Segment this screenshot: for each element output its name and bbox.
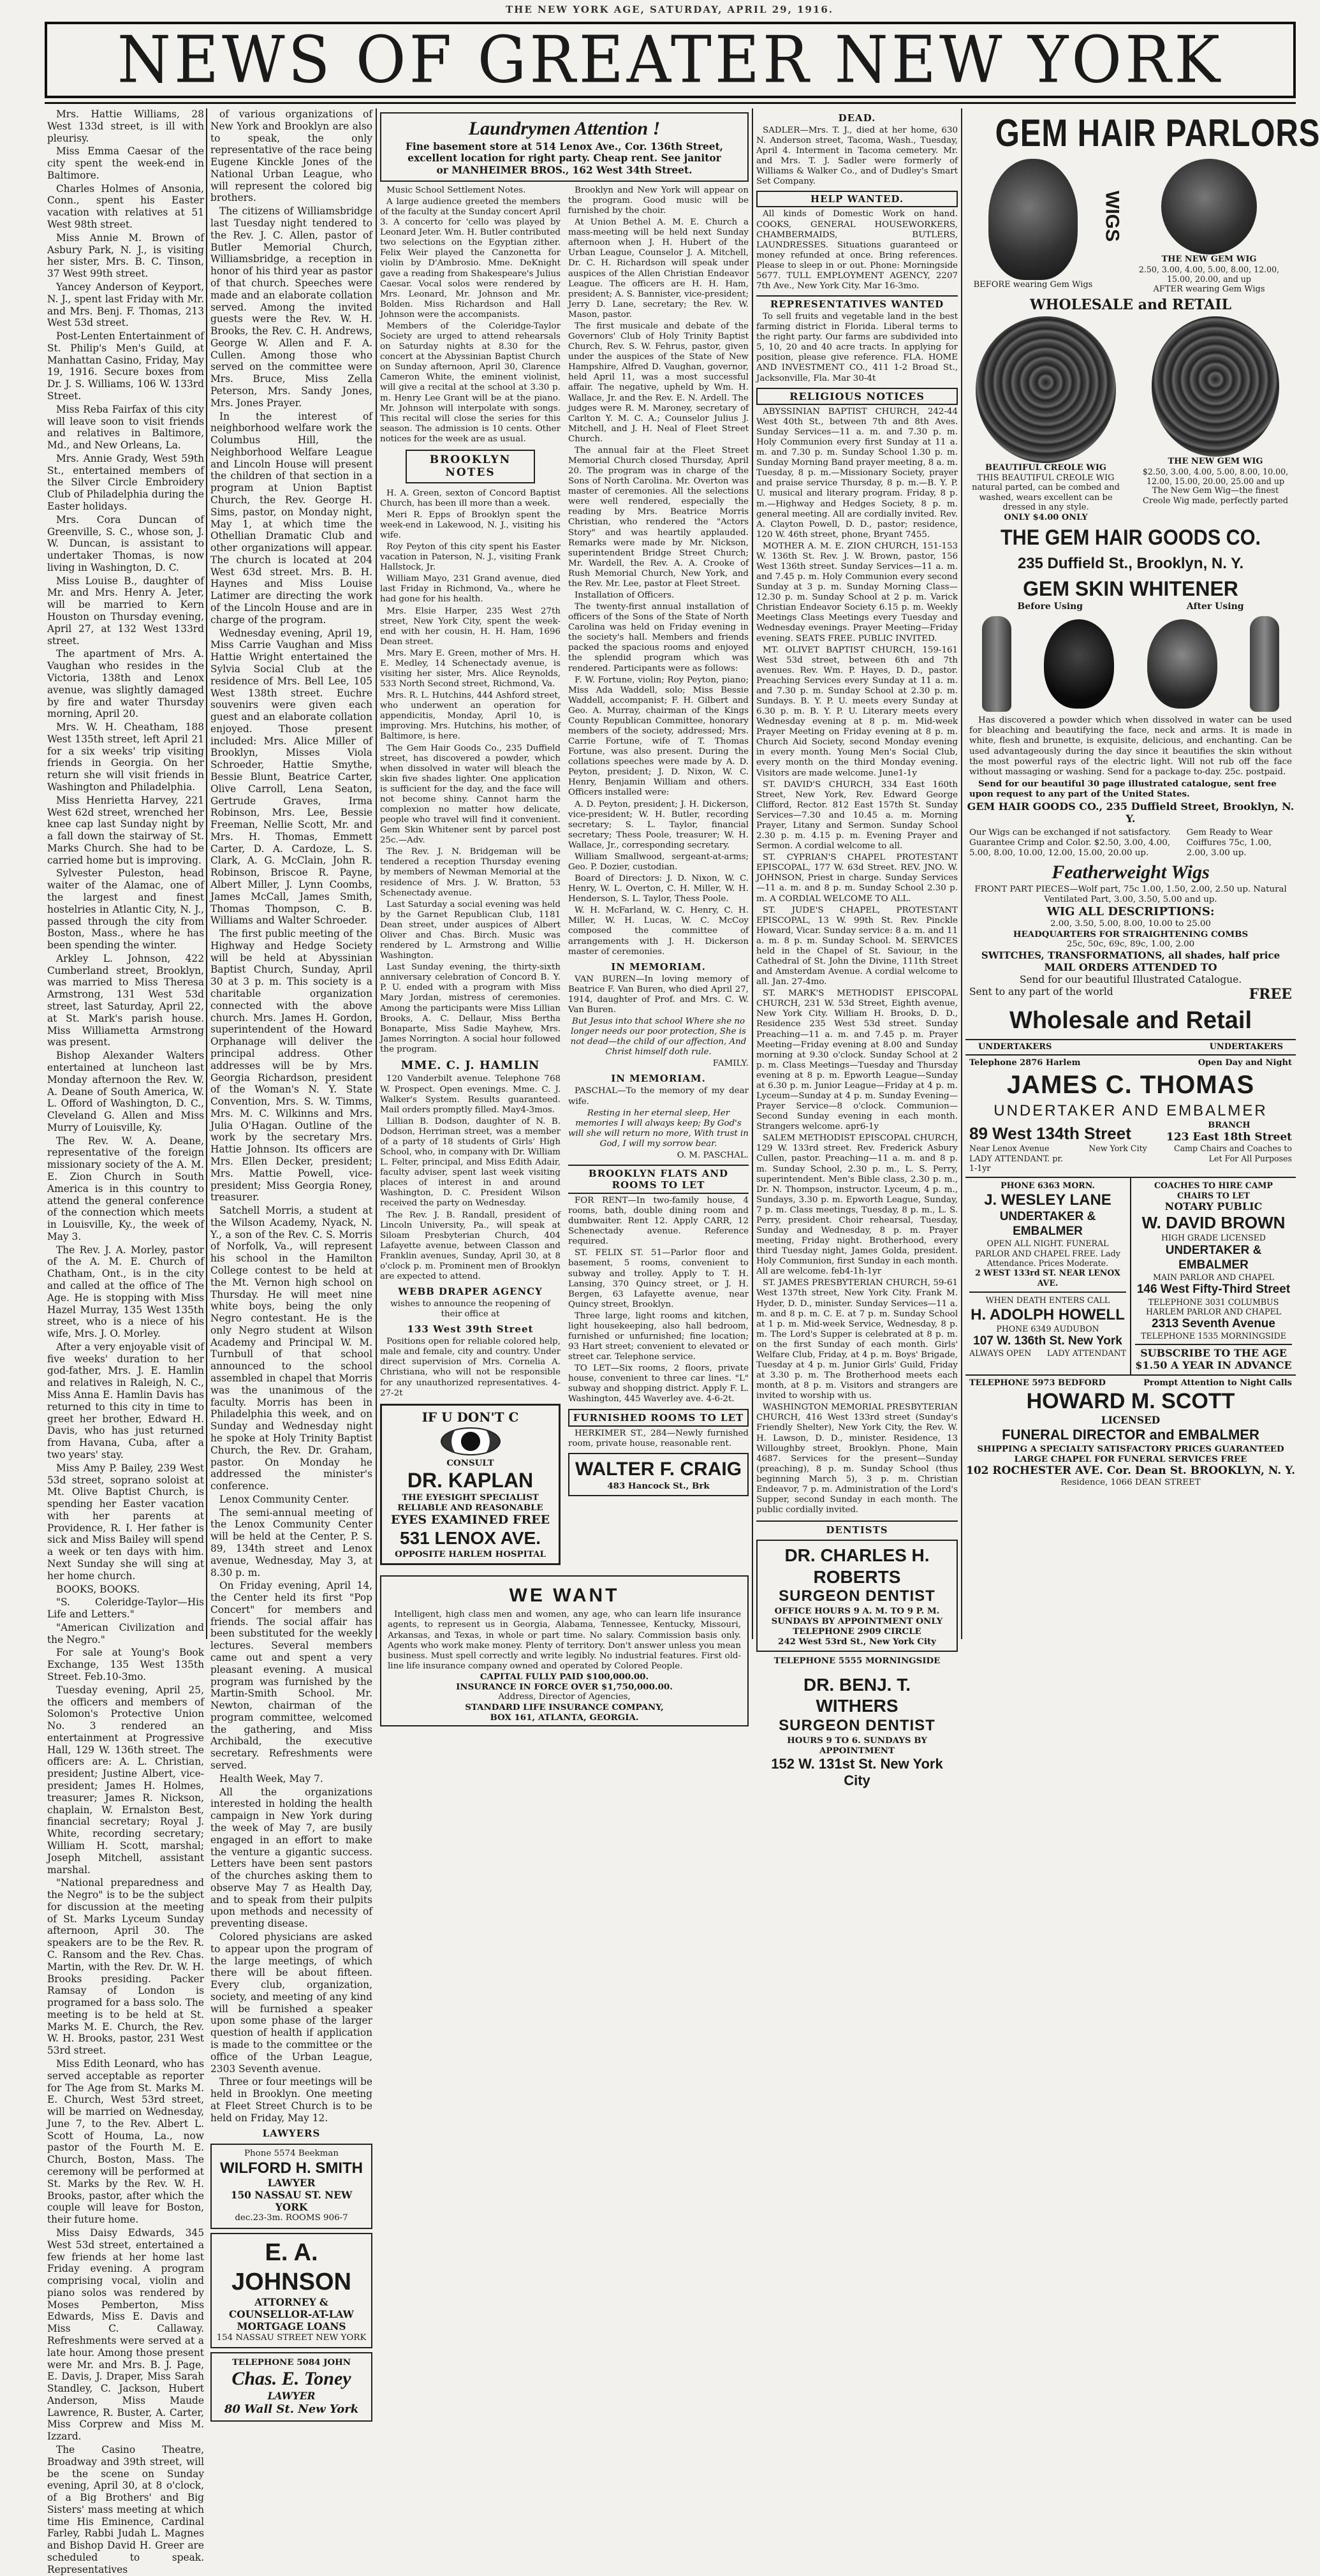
withers-name: DR. BENJ. T. WITHERS bbox=[803, 1674, 911, 1716]
thomas-camp: Camp Chairs and Coaches to Let For All Purposes bbox=[1173, 1144, 1292, 1163]
article-paragraph: "American Civilization and the Negro." bbox=[47, 1621, 204, 1645]
kaplan-sub: RELIABLE AND REASONABLE bbox=[397, 1503, 543, 1513]
howell-addr: 107 W. 136th St. New York bbox=[973, 1334, 1122, 1348]
johnson-title: ATTORNEY & COUNSELLOR-AT-LAW bbox=[229, 2297, 354, 2321]
kaplan-free: EYES EXAMINED FREE bbox=[390, 1513, 550, 1527]
memoriam-1-sign: FAMILY. bbox=[712, 1059, 749, 1069]
column-4 bbox=[756, 108, 958, 1789]
kaplan-opp: OPPOSITE HARLEM HOSPITAL bbox=[395, 1549, 546, 1559]
howell-name: H. ADOLPH HOWELL bbox=[971, 1306, 1125, 1323]
memoriam-2-title: IN MEMORIAM. bbox=[611, 1073, 706, 1085]
memoriam-1-body: VAN BUREN—In loving memory of Beatrice F. Van Buren, who died April 27, 1914, daughter of Prof. and Mrs. C. W. Van Buren. bbox=[568, 974, 749, 1015]
memoriam-2-sign: O. M. PASCHAL. bbox=[677, 1150, 749, 1160]
gem-co-line: GEM HAIR GOODS CO., 235 Duffield Street, Brooklyn, N. Y. bbox=[967, 800, 1294, 825]
subscribe: SUBSCRIBE TO THE AGE $1.50 A YEAR IN ADVANCE bbox=[1135, 1344, 1292, 1372]
kaplan-name: DR. KAPLAN bbox=[407, 1468, 534, 1492]
column-rule bbox=[752, 108, 753, 1639]
scott-title: FUNERAL DIRECTOR and EMBALMER bbox=[1002, 1426, 1259, 1443]
laundry-body: Fine basement store at 514 Lenox Ave., Cor. 136th Street, excellent location for right party. Cheap rent. See janitor bbox=[405, 140, 724, 165]
column-1 bbox=[47, 108, 204, 2575]
article-paragraph: Post-Lenten Entertainment of St. Philip's Men's Guild, at Manhattan Casino, Friday, May 19, 1916. Secure boxes from Dr. J. S. Williams, 106 W. 133rd Street. bbox=[47, 330, 204, 402]
smith-ad bbox=[210, 2144, 372, 2229]
roberts-addr: 242 West 53rd St., New York City bbox=[778, 1637, 936, 1647]
brooklyn-note: The Gem Hair Goods Co., 235 Duffield street, has discovered a powder, which when dissolved in water will bleach the skin five shades lighter. One application is sufficient for the day, and the face will not become shiny. Cannot harm the complexion no matter how delicate, people who travel will find it convenient. Gem Skin Whitener sent by parcel post 25c.—Adv. bbox=[380, 743, 561, 846]
whitener-desc: Has discovered a powder which when dissolved in water can be used for bleaching and beautifying the face, neck and arms. It is made in white, flesh and brunette, is exquisite, delicious, and enchanting. Can be used advantageously during the day since it beautifies the skin without the most powerful rays of the electric light. Will not rub off the face without massaging or washing. Send for a package to-day. 25c. postpaid. bbox=[969, 716, 1292, 777]
column-rule bbox=[961, 108, 962, 1639]
new-gem-2-desc: The New Gem Wig—the finest Creole Wig made, perfectly parted bbox=[1142, 486, 1289, 506]
religious-notice: WASHINGTON MEMORIAL PRESBYTERIAN CHURCH, 416 West 133rd street (Sunday's Friendly Shelter), New York City, the Rev. W. H. Lawson, D. D., minister. Residence, 13 Willoughby street, Brooklyn. Phone, Main 4687. Services for the present—Sunday (preaching), 8 p. m. Sunday School (thus beginning March 5), 3 p. m. Christian Endeavor, 7 p. m. Administration of the Lord's Supper, second Sunday in each month. The public cordially invited. bbox=[756, 1402, 958, 1515]
sent-any: Sent to any part of the world bbox=[969, 985, 1113, 997]
craig-addr: 483 Hancock St., Brk bbox=[607, 1480, 710, 1491]
brown-tel: TELEPHONE 3031 COLUMBUS bbox=[1148, 1297, 1279, 1307]
wigs-label: WIGS bbox=[1101, 191, 1123, 242]
undertakers-left: UNDERTAKERS bbox=[978, 1041, 1052, 1052]
article-paragraph: Brooklyn and New York will appear on the program. Good music will be furnished by the choir. bbox=[568, 185, 749, 216]
creole-price: ONLY $4.00 ONLY bbox=[1004, 512, 1088, 522]
gem-exchanged: Our Wigs can be exchanged if not satisfactory. Guarantee Crimp and Color. $2.50, 3.00, 4.00, 5.00, 8.00, 10.00, 12.00, 15.00, 20.00 up. bbox=[969, 827, 1171, 858]
article-paragraph: W. H. McFarland, W. C. Henry, C. H. Miller, W. H. Lucas, W. C. McCoy composed the committee of arrangements with J. H. Dickerson master of ceremonies. bbox=[568, 906, 749, 957]
featherweight-title: Featherweight Wigs bbox=[1052, 862, 1210, 883]
scott-lic: LICENSED bbox=[1101, 1415, 1161, 1427]
article-paragraph: For sale at Young's Book Exchange, 135 West 135th Street. Feb.10-3mo. bbox=[47, 1647, 204, 1682]
before-wig bbox=[969, 159, 1097, 290]
toney-title: LAWYER bbox=[267, 2390, 316, 2403]
article-paragraph: The Rev. W. A. Deane, representative of the foreign missionary society of the A. M. E. Zion Church in South America is in this country to attend the general conference of the connection which meets in Louisville, Ky., the week of May 3. bbox=[47, 1135, 204, 1242]
wewant-ad bbox=[380, 1575, 749, 1726]
masthead-title: NEWS OF GREATER NEW YORK bbox=[117, 22, 1224, 98]
article-paragraph: The twenty-first annual installation of officers of the Sons of the State of North Carolina was held on Friday evening in the society's hall. Members and friends packed the spacious rooms and enjoyed the splendid program which was rendered. Participants were as follows: bbox=[568, 602, 749, 673]
reps-body: To sell fruits and vegetable land in the best farming district in Florida. Liberal terms to the right party. Our farms are subdivided into 5, 10, 20 and 40 acre tracts. In applying for position, please give reference. FLA. HOME AND INVESTMENT CO., 411 1-2 Broad St., Jacksonville, Fla. Mar 30-4t bbox=[756, 312, 958, 383]
kaplan-line1: IF U DON'T C bbox=[422, 1409, 519, 1425]
article-paragraph: A. D. Peyton, president; J. H. Dickerson, vice-president; W. H. Butler, recording secretary; S. L. Taylor, financial secretary; Thess Poole, treasurer; W. H. Wallace, Jr., corresponding secretary. bbox=[568, 799, 749, 850]
lane-addr: 2 WEST 133rd ST. NEAR LENOX AVE. bbox=[975, 1268, 1120, 1288]
religious-notice: ST. CYPRIAN'S CHAPEL PROTESTANT EPISCOPAL, 177 W. 63d Street. REV. JNO. W. JOHNSON, Priest in charge. Sunday Services—11 a. m. and 8 p. m. Sunday School 2.30 p. m. A CORDIAL WELCOME TO ALL. bbox=[756, 853, 958, 904]
column-2 bbox=[210, 108, 372, 2417]
new-gem-wig-2 bbox=[1139, 316, 1292, 506]
article-paragraph: Miss Emma Caesar of the city spent the week-end in Baltimore. bbox=[47, 145, 204, 181]
roberts-phone: TELEPHONE 2909 CIRCLE bbox=[793, 1626, 921, 1637]
kaplan-addr: 531 LENOX AVE. bbox=[400, 1528, 541, 1549]
laundry-contact: or MANHEIMER BROS., 162 West 34th Street. bbox=[436, 165, 693, 177]
lane-phone: PHONE 6363 MORN. bbox=[1001, 1181, 1095, 1191]
howell-always: ALWAYS OPEN bbox=[969, 1348, 1032, 1358]
masthead-rule bbox=[45, 102, 1296, 104]
article-paragraph: The Rev. J. A. Morley, pastor of the A. M. E. Church of Chatham, Ont., is in the city and called at the office of The Age. He is stopping with Miss Hazel Murray, 135 West 135th street, who is a niece of his wife, Mrs. J. O. Morley. bbox=[47, 1244, 204, 1340]
johnson-sub: MORTGAGE LOANS bbox=[237, 2320, 346, 2332]
gem-wholesale: WHOLESALE and RETAIL bbox=[1029, 297, 1232, 314]
classified-item: ST. FELIX ST. 51—Parlor floor and basement, 5 rooms, convenient to subway and trolley. Apply to T. H. Lansing, 370 Quincy street, or J. H. Bergen, 63 Lafayette avenue, near Quincy street, Brooklyn. bbox=[568, 1248, 749, 1309]
johnson-name: E. A. JOHNSON bbox=[231, 2239, 351, 2295]
front-parts: FRONT PART PIECES—Wolf part, 75c 1.00, 1.50, 2.00, 2.50 up. Natural Ventilated Part, 3.00, 3.50, 5.00 and up. bbox=[974, 884, 1287, 904]
draper-addr: 133 West 39th Street bbox=[407, 1323, 534, 1336]
after-caption: AFTER wearing Gem Wigs bbox=[1153, 284, 1265, 294]
roberts-title: SURGEON DENTIST bbox=[779, 1587, 935, 1605]
brown-name: W. DAVID BROWN bbox=[1141, 1212, 1286, 1232]
article-paragraph: Yancey Anderson of Keyport, N. J., spent last Friday with Mr. and Mrs. Benj. F. Thomas, 213 West 53d street. bbox=[47, 281, 204, 329]
undertaker-ads bbox=[965, 1177, 1296, 1374]
johnson-ad bbox=[210, 2233, 372, 2348]
column-3-right bbox=[568, 186, 749, 1570]
article-paragraph: A large audience greeted the members of the faculty at the Sunday concert April 3. A concerto for 'cello was played by Leonard Jeter. Wm. H. Butler contributed two selections on the Egyptian zither. Felix Weir played the Canzonetta for violin by D'Ambrosio. Mme. DeKnight gave a reading from Shakespeare's Julius Caesar. Vocal solos were rendered by Mrs. Leonard, Mr. Johnson and Mr. Bolden. Miss Richardson and Hall Johnson were the accompanists. bbox=[380, 197, 561, 320]
article-paragraph: F. W. Fortune, violin; Roy Peyton, piano; Miss Ada Waddell, solo; Miss Bessie Waddell, accompanist; F. H. Gilbert and Geo. A. Murray, chairman of the Kings County Republican Committee, honorary members of the society, addressed; Mrs. Carrie Fortune, wife of T. Thomas Fortune, was also present. During the collations speeches were made by A. D. Peyton, president; J. D. Nixon, W. C. Henry, Benjamin William and others. Officers installed were: bbox=[568, 675, 749, 798]
classified-item: Three large, light rooms and kitchen, light housekeeping, also hall bedroom, furnished or unfurnished; fine location; 93 Hart street; convenient to elevated or street car. Telephone service. bbox=[568, 1311, 749, 1362]
kaplan-ad bbox=[380, 1404, 561, 1565]
laundry-title: Laundrymen Attention ! bbox=[468, 118, 661, 139]
article-paragraph: "National preparedness and the Negro" is to be the subject for discussion at the meeting of St. Marks Lyceum Sunday afternoon, April 30. The speakers are to be the Rev. R. C. Ransom and the Rev. Chas. Martin, with the Rev. Dr. W. H. Brooks presiding. Packer Ramsay of London is programed for a bass solo. The meeting is to be held at St. Marks M. E. Church, the Rev. W. H. Brooks, pastor, 231 West 53rd street. bbox=[47, 1877, 204, 2057]
article-paragraph: The citizens of Williamsbridge last Tuesday night tendered to the Rev. J. C. Allen, pastor of Butler Memorial Church, Williamsbridge, a reception in honor of his third year as pastor of that church. Speeches were made and an elaborate collation served. Among the invited guests were the Rev. W. H. Brooks, the Rev. C. H. Andrews, George W. Allen and F. A. Cullen. Among those who served on the committee were Mrs. Bruce, Miss Zella Peterson, Mrs. Sandy Jones, Mrs. Jones Prayer. bbox=[210, 205, 372, 409]
article-paragraph: All the organizations interested in holding the health campaign in New York during the week of May 7, are busily engaged in an effort to make the venture a gigantic success. Letters have been sent pastors of the churches asking them to observe May 7 as Health Day, and to speak from their pulpits upon methods and necessity of preventing disease. bbox=[210, 1786, 372, 1930]
craig-name: WALTER F. CRAIG bbox=[575, 1458, 742, 1480]
wewant-box: BOX 161, ATLANTA, GEORGIA. bbox=[490, 1712, 639, 1723]
thomas-title: UNDERTAKER AND EMBALMER bbox=[994, 1102, 1268, 1120]
article-paragraph: Miss Louise B., daughter of Mr. and Mrs. Henry A. Jeter, will be married to Kern Houston on Thursday evening, April 27, at 132 West 133rd street. bbox=[47, 575, 204, 647]
toney-addr: 80 Wall St. New York bbox=[224, 2403, 359, 2417]
scott-res: Residence, 1066 DEAN STREET bbox=[1060, 1477, 1201, 1487]
brown-parlor: MAIN PARLOR AND CHAPEL bbox=[1152, 1272, 1274, 1283]
scott-phone: TELEPHONE 5973 BEDFORD bbox=[969, 1378, 1106, 1388]
article-paragraph: Miss Henrietta Harvey, 221 West 62d street, wrenched her knee cap last Sunday night by a fall down the stairway of St. Marks Church. She had to be carried home but is improving. bbox=[47, 794, 204, 866]
kaplan-line2: CONSULT bbox=[446, 1457, 494, 1468]
brown-tel2: TELEPHONE 1535 MORNINGSIDE bbox=[1141, 1331, 1286, 1341]
new-gem-prices: 2.50, 3.00, 4.00, 5.00, 8.00, 12.00, 15.00, 20.00, and up bbox=[1138, 264, 1280, 284]
memoriam-1-verse: But Jesus into that school Where she no longer needs our poor protection, She is not dead—the child of our affection, And Christ himself doth rule. bbox=[570, 1017, 747, 1057]
wewant-body: Intelligent, high class men and women, any age, who can learn life insurance agents, to represent us in Georgia, Alabama, Tennessee, Kentucky, Missouri, Arkansas, and Texas, in whole or part time. No salary. Commission basis only. Agents who work make money. Plenty of territory. Don't answer unless you mean business. Must spell correctly and write legibly. No industrial features. First old-line life insurance company owned and operated by Colored People. bbox=[388, 1610, 741, 1671]
wewant-capital: CAPITAL FULLY PAID $100,000.00. bbox=[480, 1671, 649, 1682]
article-paragraph: Music School Settlement Notes. bbox=[386, 185, 526, 195]
withers-phone: TELEPHONE 5555 MORNINGSIDE bbox=[774, 1656, 941, 1667]
gem-wig-row-1 bbox=[969, 159, 1292, 294]
thomas-near: Near Lenox Avenue LADY ATTENDANT. pr. 1-1yr bbox=[969, 1144, 1063, 1174]
dead-body: SADLER—Mrs. T. J., died at her home, 630 N. Anderson street, Tacoma, Wash., Tuesday, April 4. Interment in Tacoma cemetery. Mr. and Mrs. T. J. Sadler were formerly of Williams & Walker Co., and of Dudley's Smart Set Company. bbox=[756, 126, 958, 187]
new-gem-wig-2-image bbox=[1152, 316, 1279, 457]
lane-ad bbox=[965, 1178, 1131, 1374]
after-using-label: After Using bbox=[1186, 601, 1244, 612]
wewant-address-label: Address, Director of Agencies, bbox=[498, 1691, 631, 1702]
scott-ship: SHIPPING A SPECIALTY SATISFACTORY PRICES GUARANTEED bbox=[977, 1443, 1284, 1454]
before-face-image bbox=[1044, 619, 1114, 709]
howell-lady: LADY ATTENDANT bbox=[1046, 1348, 1126, 1358]
article-paragraph: Mrs. Cora Duncan of Greenville, S. C., whose son, J. W. Duncan, is assistant to undertaker Thomas, is now living in Washington, D. C. bbox=[47, 513, 204, 573]
brown-lic: HIGH GRADE LICENSED bbox=[1161, 1233, 1266, 1243]
comb-prices: 25c, 50c, 69c, 89c, 1.00, 2.00 bbox=[1066, 939, 1195, 950]
kaplan-title: THE EYESIGHT SPECIALIST bbox=[402, 1492, 539, 1503]
draper-sub: wishes to announce the reopening of their office at bbox=[390, 1299, 550, 1320]
article-paragraph: Health Week, May 7. bbox=[219, 1772, 323, 1785]
gem-company: THE GEM HAIR GOODS CO. bbox=[1000, 526, 1261, 550]
new-gem-2-prices: $2.50, 3.00, 4.00, 5.00, 8.00, 10.00, 12.00, 15.00, 20.00, 25.00 and up bbox=[1142, 466, 1289, 486]
thomas-name: JAMES C. THOMAS bbox=[1006, 1070, 1255, 1099]
article-paragraph: Mrs. W. H. Cheatham, 188 West 135th street, left April 21 for a six weeks' trip visiting friends in Georgia. On her return she will visit friends in Washington and Philadelphia. bbox=[47, 721, 204, 793]
religious-notice: ST. MARK'S METHODIST EPISCOPAL CHURCH, 231 W. 53d Street, Eighth avenue, New York City. William H. Brooks, D. D., Residence 235 West 53d street. Sunday Preaching—11 a. m. and 7.45 p. m. Prayer Meeting—Friday evening at 8.00 and Sunday morning at 9.30 o'clock. Sunday School at 2 p. m. Class Meetings—Tuesday and Thursday evening at 8 p. m. Epworth League—Sunday at 6.30 p. m. Junior League—Friday at 4 p. m. Lyceum—Sunday at 4 p. m. Sunday Evening—Prayer Service—8 o'clock. Communion—Second Sunday evening in each month. Strangers welcome. apr6-1y bbox=[756, 989, 958, 1132]
article-paragraph: Miss Reba Fairfax of this city will leave soon to visit friends and relatives in Baltimore, Md., and New Orleans, La. bbox=[47, 403, 204, 452]
lane-name: J. WESLEY LANE bbox=[984, 1191, 1111, 1209]
brooklyn-flats-title: BROOKLYN FLATS AND ROOMS TO LET bbox=[568, 1165, 749, 1194]
gem-title: GEM HAIR PARLORS bbox=[995, 112, 1320, 154]
article-paragraph: Lenox Community Center. bbox=[219, 1493, 349, 1505]
scott-chapel: LARGE CHAPEL FOR FUNERAL SERVICES FREE bbox=[1014, 1454, 1247, 1464]
thomas-branch-label: BRANCH bbox=[1208, 1120, 1250, 1130]
gem-catalogue: Send for our beautiful 30 page illustrated catalogue, sent free upon request to any part of the United States. bbox=[969, 778, 1277, 799]
column-3-left bbox=[380, 186, 561, 1570]
brooklyn-note: Roy Peyton of this city spent his Easter vacation in Paterson, N. J., visiting Frank Hallstock, Jr. bbox=[380, 542, 561, 573]
article-paragraph: Miss Daisy Edwards, 345 West 53d street, entertained a few friends at her home last Friday evening. A program comprising vocal, violin and piano solos was rendered by Moses Pemberton, Miss Edwards, Miss E. Davis and Miss C. Callaway. Refreshments were served at a late hour. Among those present were Mr. and Mrs. B. J. Page, E. Davis, J. Draper, Miss Sarah Standley, C. Jackson, Hubert Anderson, Miss Maude Lawrence, R. Buster, A. Carter, Miss Corprew and Miss M. Izzard. bbox=[47, 2226, 204, 2443]
lawyers-heading: LAWYERS bbox=[262, 2128, 321, 2140]
classified-item: FOR RENT—In two-family house, 4 rooms, bath, double dining room and dumbwaiter. Rent 12. Apply CARR, 12 Schenectady avenue. Reference required. bbox=[568, 1195, 749, 1247]
religious-notice: ST. JAMES PRESBYTERIAN CHURCH, 59-61 West 137th street, New York City. Frank M. Hyder, D. D., minister. Sunday Services—11 a. m. and 8 p. m. C. E. at 7 p. m. Sunday School at 1 p. m. Mid-week Service, Wednesday, 8 p. m. The Lord's Supper is celebrated at 8 p. m. on the first Sunday of each month. Girls' Welfare Club, Friday, at 4 p. m. Boys' Brigade, Tuesday at 4 p. m. Junior Girls' Guild, Friday at 3.30 p. m. The Brotherhood meets each month, at 8 p. m. Visitors and strangers are invited to worship with us. bbox=[756, 1278, 958, 1401]
scott-addr: 102 ROCHESTER AVE. Cor. Dean St. BROOKLYN, N. Y. bbox=[965, 1464, 1295, 1477]
brooklyn-notes-heading: BROOKLYN NOTES bbox=[406, 450, 535, 483]
smith-title: LAWYER bbox=[267, 2177, 316, 2190]
laundry-ad bbox=[380, 112, 749, 182]
furnished-title: FURNISHED ROOMS TO LET bbox=[568, 1409, 749, 1427]
article-paragraph: Miss Annie M. Brown of Asbury Park, N. J., is visiting her sister, Mrs. B. C. Tinson, 37 West 99th street. bbox=[47, 232, 204, 280]
article-paragraph: BOOKS, BOOKS. bbox=[56, 1583, 140, 1595]
smith-name: WILFORD H. SMITH bbox=[220, 2159, 363, 2177]
roberts-ad bbox=[756, 1540, 958, 1652]
brooklyn-note: H. A. Green, sexton of Concord Baptist Church, has been ill more than a week. bbox=[380, 488, 561, 508]
craig-ad bbox=[568, 1453, 749, 1496]
draper-body: Positions open for reliable colored help, male and female, city and country. Under direct supervision of Mrs. Cornelia A. Christiana, who will not be responsible for any unauthorized representatives. 4-27-2t bbox=[380, 1337, 561, 1398]
howell-head: WHEN DEATH ENTERS CALL bbox=[985, 1295, 1110, 1306]
article-paragraph: Mrs. Hattie Williams, 28 West 133d street, is ill with pleurisy. bbox=[47, 108, 204, 144]
memoriam-2-body: PASCHAL—To the memory of my dear wife. bbox=[568, 1086, 749, 1107]
column-rule bbox=[376, 108, 377, 1639]
thomas-open: Open Day and Night bbox=[1198, 1057, 1292, 1068]
johnson-addr: 154 NASSAU STREET NEW YORK bbox=[216, 2332, 367, 2343]
smith-addr: 150 NASSAU ST. NEW YORK bbox=[230, 2189, 353, 2213]
article-paragraph: The semi-annual meeting of the Lenox Community Center will be held at the Center, P. S. 89, 134th street and Lenox avenue, Wednesday, May 3, at 8.30 p. m. bbox=[210, 1506, 372, 1579]
new-gem-wig-image bbox=[1161, 159, 1257, 254]
religious-notice: ST. JUDE'S CHAPEL, PROTESTANT EPISCOPAL, 13 W. 99th St. Rev. Pinckle Howard, Vicar. Sunday service: 8 a. m. and 11 a. m. 8 p. m. Sunday School. M. SERVICES held in the Chapel of St. Saviour, in the Cathedral of St. John the Divine, 111th Street and Amsterdam Avenue. A cordial welcome to all. Jan. 27-4mo. bbox=[756, 905, 958, 987]
article-paragraph: Bishop Alexander Walters entertained at luncheon last Monday afternoon the Rev. W. A. Deane of South America, W. L. Offord of Washington, D. C., Cleveland G. Allen and Miss Murry of Louisville, Ky. bbox=[47, 1050, 204, 1133]
article-paragraph: Lillian B. Dodson, daughter of N. B. Dodson, Herriman street, was a member of a party of 18 students of Girls' High School, who, in company with Dr. William L. Felter, principal, and Miss Edith Adair, faculty adviser, spent last week visiting places of interest in and around Washington, D. C. President Wilson received the party on Wednesday. bbox=[380, 1116, 561, 1209]
classified-item: TO LET—Six rooms, 2 floors, private house, convenient to three car lines. "L" subway and shopping district. Apply F. L. Washington, 445 Waverley ave. 4-6-2t. bbox=[568, 1364, 749, 1404]
draper-title: WEBB DRAPER AGENCY bbox=[398, 1286, 543, 1298]
help-title: HELP WANTED. bbox=[756, 191, 958, 207]
brooklyn-note: William Mayo, 231 Grand avenue, died last Friday in Richmond, Va., where he had gone for his health. bbox=[380, 574, 561, 605]
toney-ad bbox=[210, 2352, 372, 2422]
toney-name: Chas. E. Toney bbox=[231, 2367, 351, 2389]
gem-whitener-title: GEM SKIN WHITENER bbox=[1023, 577, 1238, 601]
religious-title: RELIGIOUS NOTICES bbox=[756, 388, 958, 405]
gem-wig-row-2 bbox=[969, 316, 1292, 523]
withers-ad bbox=[756, 1670, 958, 1793]
creole-wig-image bbox=[976, 316, 1116, 463]
article-paragraph: After a very enjoyable visit of five weeks' duration to her god-father, Mrs. J. E. Hamlin and relatives in Raleigh, N. C., Miss Anna E. Hamlin Davis has returned to this city in time to greet her brother, Edward H. Davis, who has just returned from Havana, Cuba, after a two years' stay. bbox=[47, 1341, 204, 1461]
scott-name: HOWARD M. SCOTT bbox=[1026, 1388, 1235, 1413]
free-label: FREE bbox=[1249, 985, 1292, 1003]
switches: SWITCHES, TRANSFORMATIONS, all shades, half price bbox=[981, 950, 1280, 962]
howell-ad bbox=[969, 1292, 1126, 1358]
article-paragraph: Wednesday evening, April 19, Miss Carrie Vaughan and Miss Hattie Wright entertained the Sylvia Social Club at the residence of Mrs. Bell Lee, 105 West 138th street. Euchre souvenirs were given each guest and an elaborate collation enjoyed. Those present included: Mrs. Alice Miller of Brooklyn, Misses Viola Schroeder, Hattie Smythe, Bessie Blunt, Beatrice Carter, Olive Carroll, Lena Seaton, Gertrude Graves, Irma Robinson, Mrs. Lee, Bessie Freeman, Nellie Scott, Mr. and Mrs. H. Thomas, Emmett Carter, D. A. Cardoze, L. S. Clark, A. G. McClain, John R. Robinson, Briscoe R. Payne, Albert Miller, J. Lynn Coombs, James McCall, James Smith, Thomas Thompson, C. B. Williams and Walter Schroeder. bbox=[210, 627, 372, 927]
article-paragraph: Charles Holmes of Ansonia, Conn., spent his Easter vacation with relatives at 51 West 98th street. bbox=[47, 182, 204, 231]
religious-notice: MOTHER A. M. E. ZION CHURCH, 151-153 W. 136th St. Rev. J. W. Brown, pastor, 156 West 136th street. Sunday Services—11 a. m. and 7.45 p. m. Holy Communion every second Sunday at 3 p. m. Sunday Morning Class—12.30 p. m. Sunday School at 2 p. m. Varick Christian Endeavor Society 6.15 p. m. Weekly Meetings Class Meetings every Tuesday and Wednesday evenings. Prayer Meeting—Friday evening. SEATS FREE. PUBLIC INVITED. bbox=[756, 541, 958, 644]
wig-desc-prices: 2.00, 3.50, 5.00, 8.00, 10.00 to 25.00 bbox=[1050, 918, 1211, 929]
bottle-icon bbox=[1250, 616, 1279, 712]
article-paragraph: Mrs. Annie Grady, West 59th St., entertained members of the Silver Circle Embroidery Club of Philadelphia during the Easter holidays. bbox=[47, 452, 204, 512]
thomas-branch: 123 East 18th Street bbox=[1166, 1130, 1292, 1144]
smith-phone: Phone 5574 Beekman bbox=[244, 2148, 339, 2158]
memoriam-2-verse: Resting in her eternal sleep, Her memories I will always keep; By God's will she will return no more, With trust in God, I will my sorrow bear. bbox=[568, 1108, 749, 1149]
article-paragraph: Tuesday evening, April 25, the officers and members of Solomon's Protective Union No. 3 rendered an entertainment at Progressive Hall, 129 W. 136th street. The officers are: A. L. Christian, president; Justine Albert, vice-president; James H. Holmes, treasurer; James R. Nickson, chaplain, W. Ernalston Best, financial secretary; Royal J. White, recording secretary; William H. Scott, marshal; Joseph Mitchell, assistant marshal. bbox=[47, 1684, 204, 1876]
howell-phone: PHONE 6349 AUDUBON bbox=[996, 1323, 1099, 1334]
furnished-item: HERKIMER ST., 284—Newly furnished room, private house, reasonable rent. bbox=[568, 1428, 749, 1448]
article-paragraph: Installation of Officers. bbox=[575, 590, 675, 600]
wewant-insurance: INSURANCE IN FORCE OVER $1,750,000.00. bbox=[456, 1681, 673, 1692]
straightening: HEADQUARTERS FOR STRAIGHTENING COMBS bbox=[1013, 929, 1249, 939]
wholesale-retail: Wholesale and Retail bbox=[1009, 1006, 1252, 1034]
article-paragraph: Sylvester Puleston, head waiter of the Alamac, one of the largest and finest hostelries in Atlantic City, N. J., passed through the city from Boston, Mass., where he has been spending the winter. bbox=[47, 867, 204, 952]
creole-wig bbox=[969, 316, 1122, 523]
brown-addr: 146 West Fifty-Third Street bbox=[1136, 1283, 1291, 1297]
article-paragraph: The first public meeting of the Highway and Hedge Society will be held at Abyssinian Baptist Church, Sunday, April 30 at 3 p. m. This society is a charitable organization connected with the above church. Mrs. James H. Gordon, superintendent of the Howard Orphanage will deliver the principal address. Other addresses will be by Mrs. Georgia Richardson, president of the Woman's N. Y. State Convention, Mrs. S. W. Timms, Mrs. M. C. Wilkinns and Mrs. Julia O'Hagan. Outline of the work by the secretary Mrs. Hattie Johnson. Its officers are Mrs. Ellen Decker, president; Mrs. Mattie Powell, vice-president; Miss Georgia Roney, treasurer. bbox=[210, 928, 372, 1203]
brown-head: COACHES TO HIRE CAMP CHAIRS TO LET bbox=[1154, 1181, 1273, 1200]
brooklyn-note: The Rev. J. N. Bridgeman will be tendered a reception Thursday evening by members of Newman Memorial at the residence of Mrs. J. W. Bratton, 53 Schenectady avenue. bbox=[380, 847, 561, 898]
wewant-title: WE WANT bbox=[509, 1584, 620, 1606]
religious-notice: SALEM METHODIST EPISCOPAL CHURCH, 129 W. 133rd street. Rev. Frederick Asbury Cullen, pastor. Preaching—11 a. m. and 8 p. m. Sunday School, 2.30 p. m., L. S. Perry, superintendent. Men's Bible class, 2.30 p. m., Dr. N. Thompson, instructor. Lyceum, 4 p. m., Sundays, 3.30 p. m. Epworth League, Sunday, 7 p. m. Class meetings, Tuesday, 8 p. m., L. S. Perry, president. Choir rehearsal, Tuesday, Sunday and Wednesday, 8 p. m. Prayer meeting, Friday night. Brotherhood, every third Tuesday night, James Golda, president. Holy Communion, first Sunday in each month. All are welcome. feb4-1h-1yr bbox=[756, 1133, 958, 1277]
scott-prompt: Prompt Attention to Night Calls bbox=[1143, 1378, 1292, 1388]
undertakers-header bbox=[965, 1039, 1296, 1056]
brooklyn-note: Mrs. Mary E. Green, mother of Mrs. H. E. Medley, 14 Schenectady avenue, is visiting her sister, Mrs. Alice Reynolds, 533 North Second street, Richmond, Va. bbox=[380, 648, 561, 689]
brown-notary: NOTARY PUBLIC bbox=[1164, 1200, 1263, 1213]
masthead bbox=[45, 22, 1296, 98]
thomas-addr: 89 West 134th Street bbox=[969, 1123, 1131, 1143]
religious-notice: ST. DAVID'S CHURCH, 334 East 160th Street, New York, Rev. Edward George Clifford, Rector. 812 East 157th St. Sunday Services—7.30 and 10.45 a. m. Morning Prayer, Litany and Sermon. Sunday School 2.30 p. m. 4.15 p. m. Evening Prayer and Sermon. A cordial welcome to all. bbox=[756, 779, 958, 851]
brooklyn-note: Meri R. Epps of Brooklyn spent the week-end in Lakewood, N. J., visiting his wife. bbox=[380, 510, 561, 540]
lane-open: OPEN ALL NIGHT. FUNERAL PARLOR AND CHAPEL FREE. Lady Attendance. Prices Moderate. bbox=[975, 1239, 1120, 1269]
mail-orders: MAIL ORDERS ATTENDED TO bbox=[1044, 961, 1217, 974]
gem-coiffures: Gem Ready to Wear Coiffures 75c, 1.00, 2.00, 3.00 up. bbox=[1186, 827, 1273, 858]
brown-title: UNDERTAKER & EMBALMER bbox=[1165, 1243, 1262, 1272]
send-catalogue: Send for our beautiful Illustrated Catalogue. bbox=[1019, 973, 1242, 985]
brooklyn-note: Mrs. R. L. Hutchins, 444 Ashford street, who underwent an operation for appendicitis, Monday, April 10, is improving. Mrs. Hutchins, his mother, of Baltimore, is here. bbox=[380, 691, 561, 742]
article-paragraph: The first musicale and debate of the Governors' Club of Holy Trinity Baptist Church, Rev. S. W. Fehrus, pastor, given under the auspices of the State of New Hampshire, Alfred D. Vaughan, governor, held April 11, was a most successful affair. The negative, upheld by Wm. H. Wallace, Jr. and the Rev. E. N. Ardell. The judges were R. M. Maroney, secretary of Carlton Y. M. C. A.; Counselor Julius J. Mitchell, and J. H. Neal of Fleet Street Church. bbox=[568, 321, 749, 444]
brooklyn-note: Last Saturday a social evening was held by the Garnet Republican Club, 1181 Dean street, under auspices of Albert Oliver and Chas. Birch. Music was rendered by L. Armstrong and Willie Washington. bbox=[380, 899, 561, 961]
before-wig-image bbox=[988, 159, 1078, 280]
article-paragraph: "S. Coleridge-Taylor—His Life and Letters." bbox=[47, 1596, 204, 1621]
withers-addr: 152 W. 131st St. New York City bbox=[771, 1755, 943, 1789]
help-body: All kinds of Domestic Work on hand. COOKS, GENERAL HOUSEWORKERS, CHAMBERMAIDS, BUTLERS, LAUNDRESSES. Situations guaranteed or money refunded at once. Bring references. Please to sleep in or out. Phone: Morningside 5677. TULL EMPLOYMENT AGENCY, 2207 7th Ave., New York City. Mar 16-3mo. bbox=[756, 209, 958, 291]
article-paragraph: William Smallwood, sergeant-at-arms; Geo. P. Dozier, custodian. bbox=[568, 851, 749, 872]
running-head: THE NEW YORK AGE, SATURDAY, APRIL 29, 1916. bbox=[506, 4, 833, 15]
dentists-heading: DENTISTS bbox=[756, 1520, 958, 1536]
before-caption: BEFORE wearing Gem Wigs bbox=[973, 280, 1093, 290]
article-paragraph: Three or four meetings will be held in Brooklyn. One meeting at Fleet Street Church is to be held on Friday, May 12. bbox=[210, 2076, 372, 2124]
lane-title: UNDERTAKER & EMBALMER bbox=[999, 1210, 1096, 1239]
withers-hours: HOURS 9 TO 6. SUNDAYS BY APPOINTMENT bbox=[787, 1735, 927, 1756]
brown-ad bbox=[1131, 1178, 1296, 1374]
withers-title: SURGEON DENTIST bbox=[779, 1716, 935, 1734]
article-paragraph: Miss Amy P. Bailey, 239 West 53d street, soprano soloist at Mt. Olive Baptist Church, is spending her Easter vacation with her parents at Providence, R. I. Her father is sick and Miss Bailey will spend a week or ten days with him. Next Sunday she will sing at her home church. bbox=[47, 1462, 204, 1582]
brown-branch: HARLEM PARLOR AND CHAPEL bbox=[1145, 1306, 1282, 1316]
wewant-company: STANDARD LIFE INSURANCE COMPANY, bbox=[465, 1702, 664, 1713]
article-paragraph: of various organizations of New York and Brooklyn are also to speak, the only representative of the race being Eugene Kinckle Jones of the National Urban League, who will represent the colored big brothers. bbox=[210, 108, 372, 204]
reps-title: REPRESENTATIVES WANTED bbox=[756, 295, 958, 310]
article-paragraph: Board of Directors: J. D. Nixon, W. C. Henry, W. L. Overton, C. H. Miller, W. H. Henderson, S. L. Taylor, Thess Poole. bbox=[568, 874, 749, 904]
religious-notice: MT. OLIVET BAPTIST CHURCH, 159-161 West 53d street, between 6th and 7th avenues. Rev. Wm. P. Hayes, D. D., pastor. Preaching Services every Sunday at 11 a. m. and 7.30 p. m. Sunday School at 2.30 p. m. Sundays. B. Y. P. U. meets every Sunday at 6.30 p. m. B. Y. P. U. Literary meets every Wednesday evening at 8 p. m. Mid-week Prayer Meeting on Friday evening at 8 p. m. Church Aid Society, second Monday evening in every month. Young Men's Social Club, every month on the third Monday evening. Visitors are made welcome. June1-1y bbox=[756, 645, 958, 778]
roberts-hours: OFFICE HOURS 9 A. M. TO 9 P. M. SUNDAYS BY APPOINTMENT ONLY bbox=[771, 1606, 943, 1627]
article-paragraph: At Union Bethel A. M. E. Church a mass-meeting will be held next Sunday afternoon when J. H. Hubert of the Urban League, Counselor J. A. Mitchell, Dr. C. H. Richardson will speak under auspices of the Allen Christian Endeavor League. The officers are H. H. Ham, president; A. S. Bannister, vice-president; Jerry D. Lane, secretary; the Rev. W. Mason, pastor. bbox=[568, 217, 749, 320]
article-paragraph: The Casino Theatre, Broadway and 39th street, will be the scene on Sunday evening, April 30, at 8 o'clock, of a Big Brothers' and Big Sisters' mass meeting at which time His Eminence, Cardinal Farley, Rabbi Judah L. Magnes and Bishop David H. Greer are scheduled to speak. Representatives bbox=[47, 2444, 204, 2575]
article-paragraph: The annual fair at the Fleet Street Memorial Church closed Thursday, April 20. The program was in charge of the Sons of North Carolina. Mr. Overton was master of ceremonies. All the selections were well rendered, especially the reading by Mrs. Beatrice Morris Christian, who rendered the "Actors Story" and was heartily applauded. Remarks were made by Mr. Nickson, superintendent Bridge Street Church; Mr. Wardell, the Rev. A. A. Crooke of Rush Memorial Church, New York, and the Rev. Mr. Lee, pastor at Fleet Street. bbox=[568, 445, 749, 589]
creole-desc: THIS BEAUTIFUL CREOLE WIG natural parted, can be combed and washed, wears excellent can be dressed in any style. bbox=[972, 473, 1120, 513]
article-paragraph: On Friday evening, April 14, the Center held its first "Pop Concert" for members and friends. The social affair has been substituted for the weekly lectures. Several members came out and spent a very pleasant evening. A musical program was furnished by the Martin-Smith School. Mr. Newton, chairman of the program committee, welcomed the gathering, and Miss Archibald, the executive secretary. Refreshments were served. bbox=[210, 1580, 372, 1772]
undertakers-right: UNDERTAKERS bbox=[1209, 1041, 1283, 1052]
thomas-nyc: New York City bbox=[1089, 1144, 1147, 1154]
article-paragraph: The Rev. J. B. Randall, president of Lincoln University, Pa., will speak at Siloam Presbyterian Church, 404 Lafayette avenue, between Classon and Franklin avenues, Sunday, April 30, at 8 o'clock p. m. Prominent men of Brooklyn are expected to attend. bbox=[380, 1210, 561, 1281]
smith-rooms: dec.23-3m. ROOMS 906-7 bbox=[235, 2213, 348, 2223]
eye-icon bbox=[441, 1427, 501, 1455]
wig-desc-label: WIG ALL DESCRIPTIONS: bbox=[1046, 904, 1215, 918]
new-gem-2-caption: THE NEW GEM WIG bbox=[1168, 456, 1263, 466]
column-rule bbox=[206, 108, 207, 1639]
gem-address: 235 Duffield St., Brooklyn, N. Y. bbox=[1017, 554, 1244, 572]
hamlin-body: 120 Vanderbilt avenue. Telephone 768 W. Prospect. Open evenings. Mme. C. J. Walker's System. Results guaranteed. Mail orders promptly filled. May4-3mos. bbox=[380, 1074, 561, 1115]
column-3 bbox=[380, 108, 749, 1723]
memoriam-1-title: IN MEMORIAM. bbox=[611, 960, 706, 973]
thomas-phone: Telephone 2876 Harlem bbox=[969, 1057, 1081, 1068]
brown-addr2: 2313 Seventh Avenue bbox=[1152, 1317, 1275, 1331]
whitener-images bbox=[965, 616, 1296, 712]
column-2-text bbox=[210, 108, 372, 2124]
article-paragraph: Satchell Morris, a student at the Wilson Academy, Nyack, N. Y., a son of the Rev. C. S. Morris of Norfolk, Va., will represent his school in the Hamilton College contest to be held at the Mt. Vernon high school on Thursday. He will meet nine white boys, being the only Negro contestant. He is the only Negro student at Wilson Academy and Principal W. M. Turnbull of that school announced to the school assembled in chapel that Morris was the unanimous of the faculty. Morris has been in Philadelphia this week, and on Sunday and Wednesday night he spoke at Holy Trinity Baptist Church, the Rev. Dr. Graham, pastor. On Monday he addressed the minister's conference. bbox=[210, 1205, 372, 1492]
new-gem-wig bbox=[1126, 159, 1292, 294]
after-face-image bbox=[1147, 619, 1217, 709]
article-paragraph: Miss Edith Leonard, who has served acceptable as reporter for The Age from St. Marks M. E. Church, West 53rd street, will be married on Wednesday, June 7, to the Rev. Albert L. Scott of Houma, La., now pastor of the Fourth M. E. Church, Boston, Mass. The ceremony will be performed at St. Marks by the Rev. W. H. Brooks, pastor, after which the couple will leave for Boston, their future home. bbox=[47, 2058, 204, 2226]
article-paragraph: Members of the Coleridge-Taylor Society are urged to attend rehearsals on Saturday nights at 8.30 for the concert at the Abyssinian Baptist Church on Sunday afternoon, April 30, Clarence Cameron White, the eminent violinist, will give a recital at the school at 3.30 p. m. Henry Lee Grant will be at the piano. Mr. Johnson will interpolate with songs. This recital will close the series for this season. The admission is 10 cents. Other notices for the week are as usual. bbox=[380, 321, 561, 444]
before-using-label: Before Using bbox=[1017, 601, 1083, 612]
dead-title: DEAD. bbox=[838, 112, 876, 124]
brooklyn-note: Last Sunday evening, the thirty-sixth anniversary celebration of Concord B. Y. P. U. ended with a program with Miss Mary Jordan, mistress of ceremonies. Among the participants were Miss Lillian Brooks, A. C. Dellaur, Miss Bertha Bonaparte, Miss Sadie Mayhew, Mrs. James Norrington. A social hour followed the program. bbox=[380, 962, 561, 1054]
creole-caption: BEAUTIFUL CREOLE WIG bbox=[985, 462, 1107, 473]
religious-notice: ABYSSINIAN BAPTIST CHURCH, 242-44 West 40th St., between 7th and 8th Aves. Sunday Services—11 a. m. and 7.30 p. m. Holy Communion every first Sunday at 11 a. m. and 7.30 p. m. Sunday School 1.30 p. m. Sunday Morning Band prayer meeting, 8 a. m. Tuesday, 8 p. m.—Missionary Society, prayer and praise service Thursday, 8 p. m.—B. Y. P. U. musical and literary program. Friday, 8 p. m.—Highway and Hedges Society, 8 p. m. general meeting. All are cordially invited. Rev. A. Clayton Powell, D. D., pastor; residence, 120 W. 46th street, phone, Bryant 7455. bbox=[756, 406, 958, 540]
article-paragraph: The apartment of Mrs. A. Vaughan who resides in the Victoria, 138th and Lenox avenue, was slightly damaged by fire and water Thursday morning, April 20. bbox=[47, 648, 204, 720]
hamlin-title: MME. C. J. HAMLIN bbox=[400, 1058, 540, 1072]
column-5 bbox=[965, 108, 1320, 1639]
roberts-name: DR. CHARLES H. ROBERTS bbox=[784, 1545, 930, 1587]
article-paragraph: Colored physicians are asked to appear upon the program of the large meetings, of which there will be about fifteen. Every club, organization, society, and meeting of any kind will be furnished a speaker upon some phase of the larger question of health if application is made to the committee or the office of the Urban League, 2303 Seventh avenue. bbox=[210, 1931, 372, 2075]
new-gem-caption: THE NEW GEM WIG bbox=[1161, 254, 1257, 265]
article-paragraph: In the interest of neighborhood welfare work the Columbus Hill, the Neighborhood Welfare League and Lincoln House will present the children of that section in a program at Union Baptist Church, the Rev. George H. Sims, pastor, on Monday night, May 1, at which time the Othellian Dramatic Club and other organizations will appear. The church is located at 204 West 63d street. Mrs. B. H. Haynes and Miss Louise Latimer are directing the work of the Lincoln House and are in charge of the program. bbox=[210, 410, 372, 626]
toney-phone: TELEPHONE 5084 JOHN bbox=[231, 2357, 351, 2367]
brooklyn-note: Mrs. Elsie Harper, 235 West 27th street, New York City, spent the week-end with her cousin, H. H. Ham, 1696 Dean street. bbox=[380, 606, 561, 647]
article-paragraph: Arkley L. Johnson, 422 Cumberland street, Brooklyn, was married to Miss Theresa Armstrong, 131 West 53d street, last Saturday, April 22, at St. Mark's parish house. Miss Williametta Armstrong was present. bbox=[47, 952, 204, 1049]
bottle-icon bbox=[982, 616, 1011, 712]
